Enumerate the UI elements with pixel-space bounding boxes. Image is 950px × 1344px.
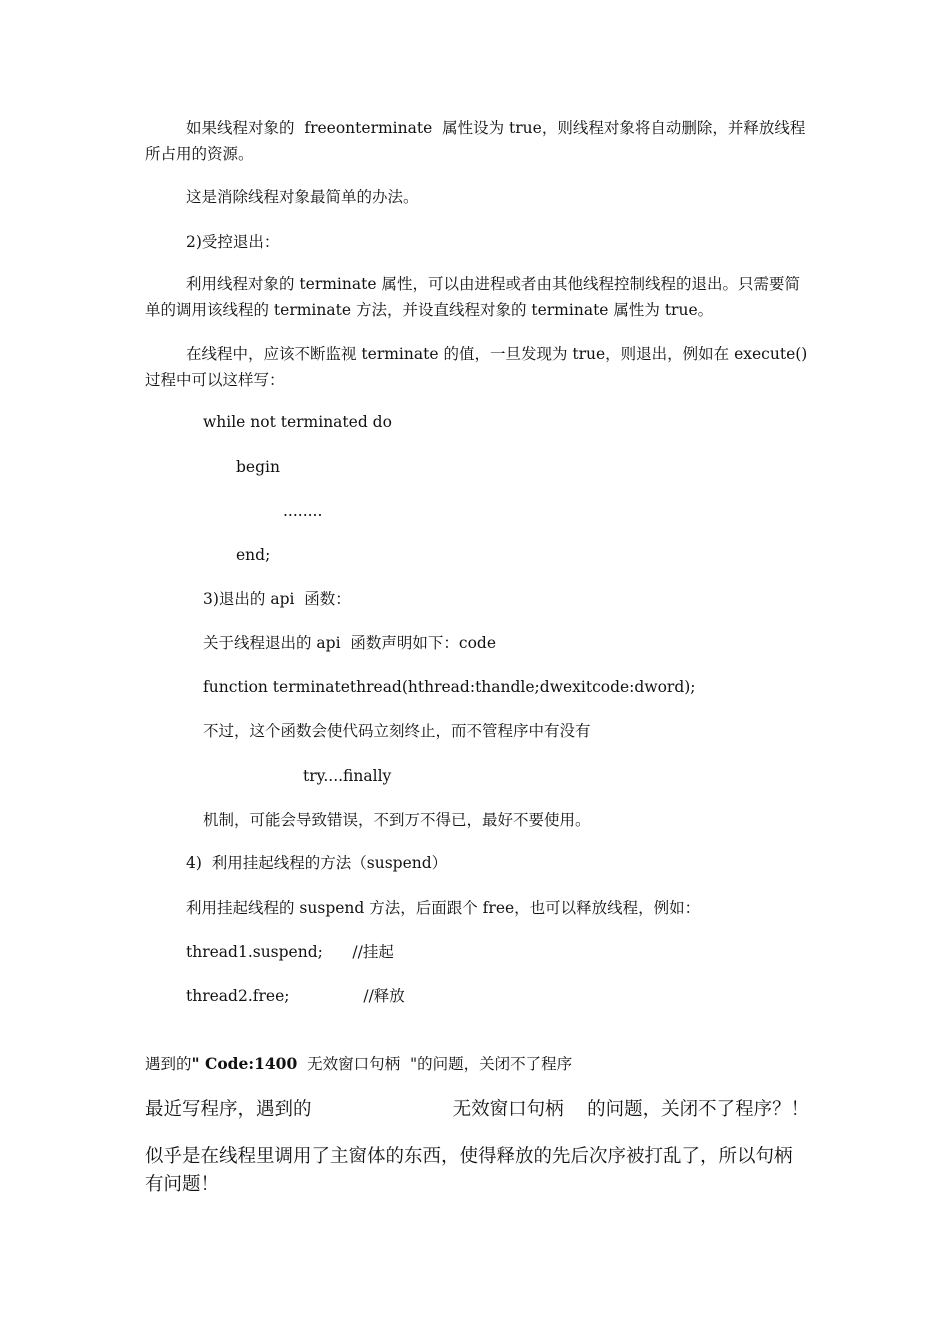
section-controlled-exit: 2)受控退出： bbox=[186, 233, 280, 251]
paragraph-warning: 机制，可能会导致错误，不到万不得已，最好不要使用。 bbox=[203, 811, 591, 829]
paragraph-recent-program: 最近写程序，遇到的 无效窗口句柄 的问题，关闭不了程序？！ bbox=[145, 1099, 810, 1120]
paragraph-suspend-free: 利用挂起线程的 suspend 方法，后面跟个 free，也可以释放线程，例如： bbox=[186, 899, 701, 917]
code-thread2-free: thread2.free; //释放 bbox=[186, 987, 405, 1005]
paragraph-monitor-terminate: 在线程中，应该不断监视 terminate 的值，一旦发现为 true，则退出，例如在 execute()过程中可以这样写： bbox=[145, 345, 808, 389]
paragraph-api-declaration: 关于线程退出的 api 函数声明如下：code bbox=[203, 634, 497, 652]
paragraph-immediate-terminate: 不过，这个函数会使代码立刻终止，而不管程序中有没有 bbox=[203, 722, 591, 740]
code-begin-line: begin bbox=[236, 458, 280, 476]
code-function-signature: function terminatethread(hthread:thandle;dwexitcode:dword); bbox=[203, 678, 696, 696]
heading-code: " Code:1400 bbox=[191, 1054, 298, 1073]
heading-suffix: 无效窗口句柄 "的问题，关闭不了程序 bbox=[297, 1055, 573, 1073]
section-suspend: 4) 利用挂起线程的方法（suspend） bbox=[186, 854, 448, 872]
code-thread1-suspend: thread1.suspend; //挂起 bbox=[186, 943, 394, 961]
paragraph-thread-main-form: 似乎是在线程里调用了主窗体的东西，使得释放的先后次序被打乱了，所以句柄有问题！ bbox=[145, 1146, 793, 1195]
section-api-exit: 3)退出的 api 函数： bbox=[203, 590, 351, 608]
code-ellipsis-line: ........ bbox=[283, 502, 323, 520]
paragraph-terminate-property: 利用线程对象的 terminate 属性，可以由进程或者由其他线程控制线程的退出。只需要简单的调用该线程的 terminate 方法，并设直线程对象的 terminate 属性为 true。 bbox=[145, 275, 800, 319]
heading-code-1400 bbox=[145, 1051, 810, 1077]
heading-prefix: 遇到的 bbox=[145, 1055, 192, 1073]
code-while-line: while not terminated do bbox=[203, 413, 392, 431]
paragraph-freeonterminate: 如果线程对象的 freeonterminate 属性设为 true，则线程对象将自动删除，并释放线程所占用的资源。 bbox=[145, 119, 806, 163]
paragraph-simplest-method: 这是消除线程对象最简单的办法。 bbox=[186, 188, 419, 206]
code-end-line: end; bbox=[236, 546, 271, 564]
code-try-finally: try....finally bbox=[303, 767, 392, 785]
